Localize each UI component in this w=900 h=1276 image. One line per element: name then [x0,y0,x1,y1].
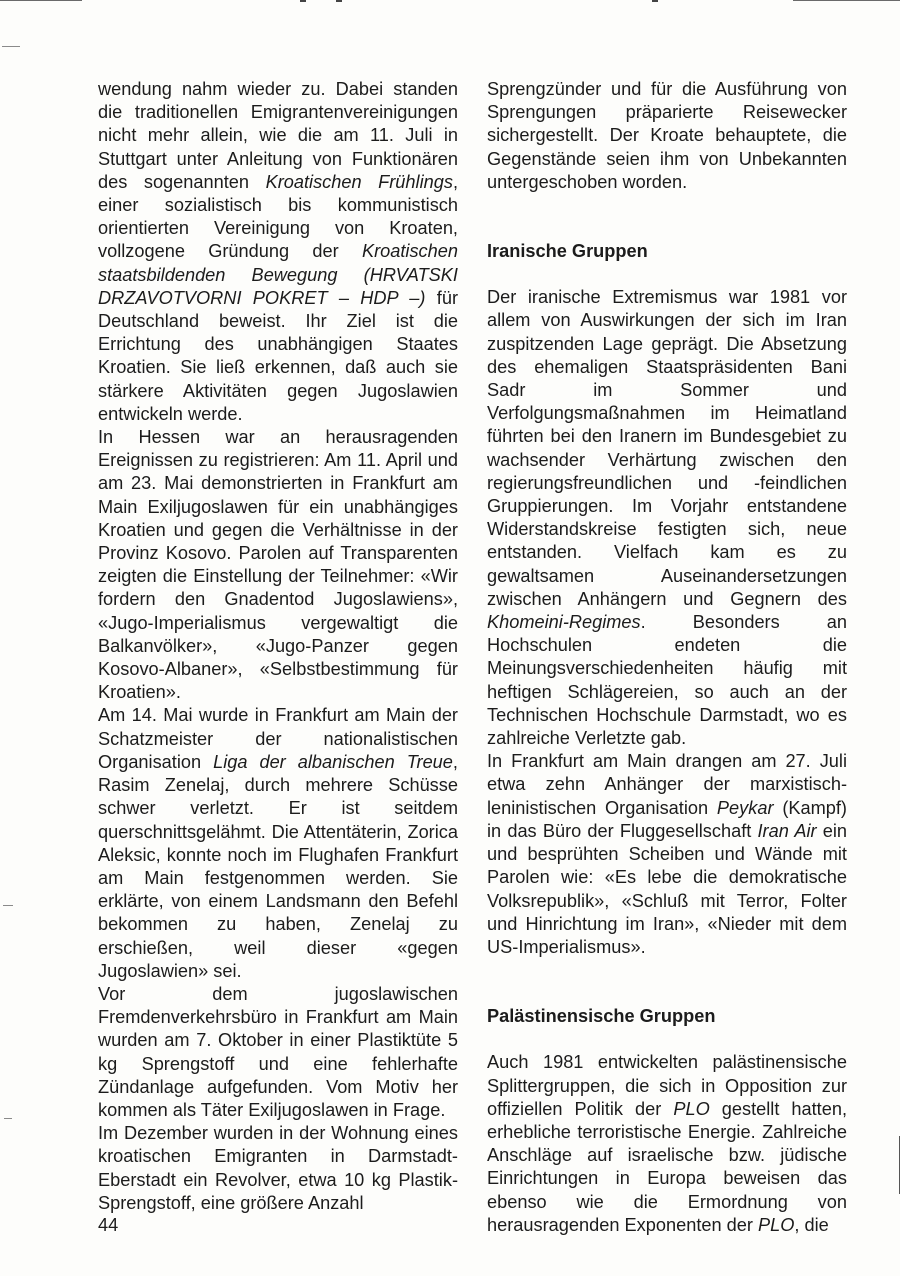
scan-speck [4,1118,12,1119]
right-column [487,78,847,1237]
paragraph: In Frankfurt am Main drangen am 27. Juli etwa zehn Anhänger der marxistisch-leninistischen Organisation Peykar (Kampf) in das Büro der Fluggesellschaft Iran Air ein und besprühten Scheiben und Wände mit Parolen wie: «Es lebe die demokratische Volksrepublik», «Schluß mit Terror, Folter und Hinrichtung im Iran», «Nieder mit dem US-Imperialismus». [487,751,848,957]
top-scan-rule-right [793,0,900,1]
scan-speck [2,46,20,47]
top-scan-mark [300,0,306,2]
paragraph: Vor dem jugoslawischen Fremdenverkehrsbüro in Frankfurt am Main wurden am 7. Oktober in einer Plastiktüte 5 kg Sprengstoff und eine fehlerhafte Zündanlage aufgefunden. Vom Motiv her kommen als Täter Exiljugoslawen in Frage. [98,983,458,1120]
paragraph: Auch 1981 entwickelten palästinensische Splittergruppen, die sich in Opposition zur offiziellen Politik der PLO gestellt hatten, erhebliche terroristische Energie. Zahlreiche Anschläge auf israelische bzw. jüdische Einrichtungen in Europa beweisen das ebenso wie die Ermordnung von herausragenden Exponenten der PLO, die [487,1052,847,1235]
section-heading-iranische-gruppen: Iranische Gruppen [487,241,648,262]
page-number: 44 [98,1215,119,1235]
paragraph: Sprengzünder und für die Ausführung von Sprengungen präparierte Reisewecker sichergestellt. Der Kroate behauptete, die Gegenstände seien ihm von Unbekannten untergeschoben worden. [487,79,847,192]
paragraph: In Hessen war an herausragenden Ereignissen zu registrieren: Am 11. April und am 23. Mai demonstrierten in Frankfurt am Main Exiljugoslawen für ein unabhängiges Kroatien und gegen die Verhältnisse in der Provinz Kosovo. Parolen auf Transparenten zeigten die Einstellung der Teilnehmer: «Wir fordern den Gnadentod Jugoslawiens», «Jugo-Imperialismus vergewaltigt die Balkanvölker», «Jugo-Panzer gegen Kosovo-Albaner», «Selbstbestimmung für Kroatien». [98,427,458,703]
section-heading-palaestinensische-gruppen: Palästinensische Gruppen [487,1006,716,1027]
paragraph: Der iranische Extremismus war 1981 vor allem von Auswirkungen der sich im Iran zuspitzenden Lage geprägt. Die Absetzung des ehemaligen Staatspräsidenten Bani Sadr im Sommer und Verfolgungsmaßnahmen im Heimatland führten bei den Iranern im Bundesgebiet zu wachsender Verhärtung zwischen den regierungsfreundlichen und -feindlichen Gruppierungen. Im Vorjahr entstandene Widerstandskreise festigten sich, neue entstanden. Vielfach kam es zu gewaltsamen Auseinandersetzungen zwischen Anhängern und Gegnern des Khomeini-Regimes. Besonders an Hochschulen endeten die Meinungsverschiedenheiten häufig mit heftigen Schlägereien, so auch an der Technischen Hochschule Darmstadt, wo es zahlreiche Verletzte gab. [487,287,847,749]
paragraph: Am 14. Mai wurde in Frankfurt am Main der Schatzmeister der nationalistischen Organisation Liga der albanischen Treue, Rasim Zenelaj, durch mehrere Schüsse schwer verletzt. Er ist seitdem querschnittsgelähmt. Die Attentäterin, Zorica Aleksic, konnte noch im Flughafen Frankfurt am Main festgenommen werden. Sie erklärte, von einem Landsmann den Befehl bekommen zu haben, Zenelaj zu erschießen, weil dieser «gegen Jugoslawien» sei. [98,705,458,981]
top-scan-mark [652,0,658,2]
top-scan-rule-left [0,0,82,1]
scan-speck [3,905,13,906]
top-scan-mark [336,0,342,2]
paragraph: Im Dezember wurden in der Wohnung eines kroatischen Emigranten in Darmstadt-Eberstadt ein Revolver, etwa 10 kg Plastik-Sprengstoff, eine größere Anzahl [98,1123,458,1213]
left-column [98,78,458,1215]
paragraph: wendung nahm wieder zu. Dabei standen die traditionellen Emigrantenvereinigungen nicht mehr allein, wie die am 11. Juli in Stuttgart unter Anleitung von Funktionären des sogenannten Kroatischen Frühlings, einer sozialistisch bis kommunistisch orientierten Vereinigung von Kroaten, vollzogene Gründung der Kroatischen staatsbildenden Bewegung (HRVATSKI DRZAVOTVORNI POKRET – HDP –) für Deutschland beweist. Ihr Ziel ist die Errichtung des unabhängigen Staates Kroatien. Sie ließ erkennen, daß auch sie stärkere Aktivitäten gegen Jugoslawien entwickeln werde. [98,79,459,424]
